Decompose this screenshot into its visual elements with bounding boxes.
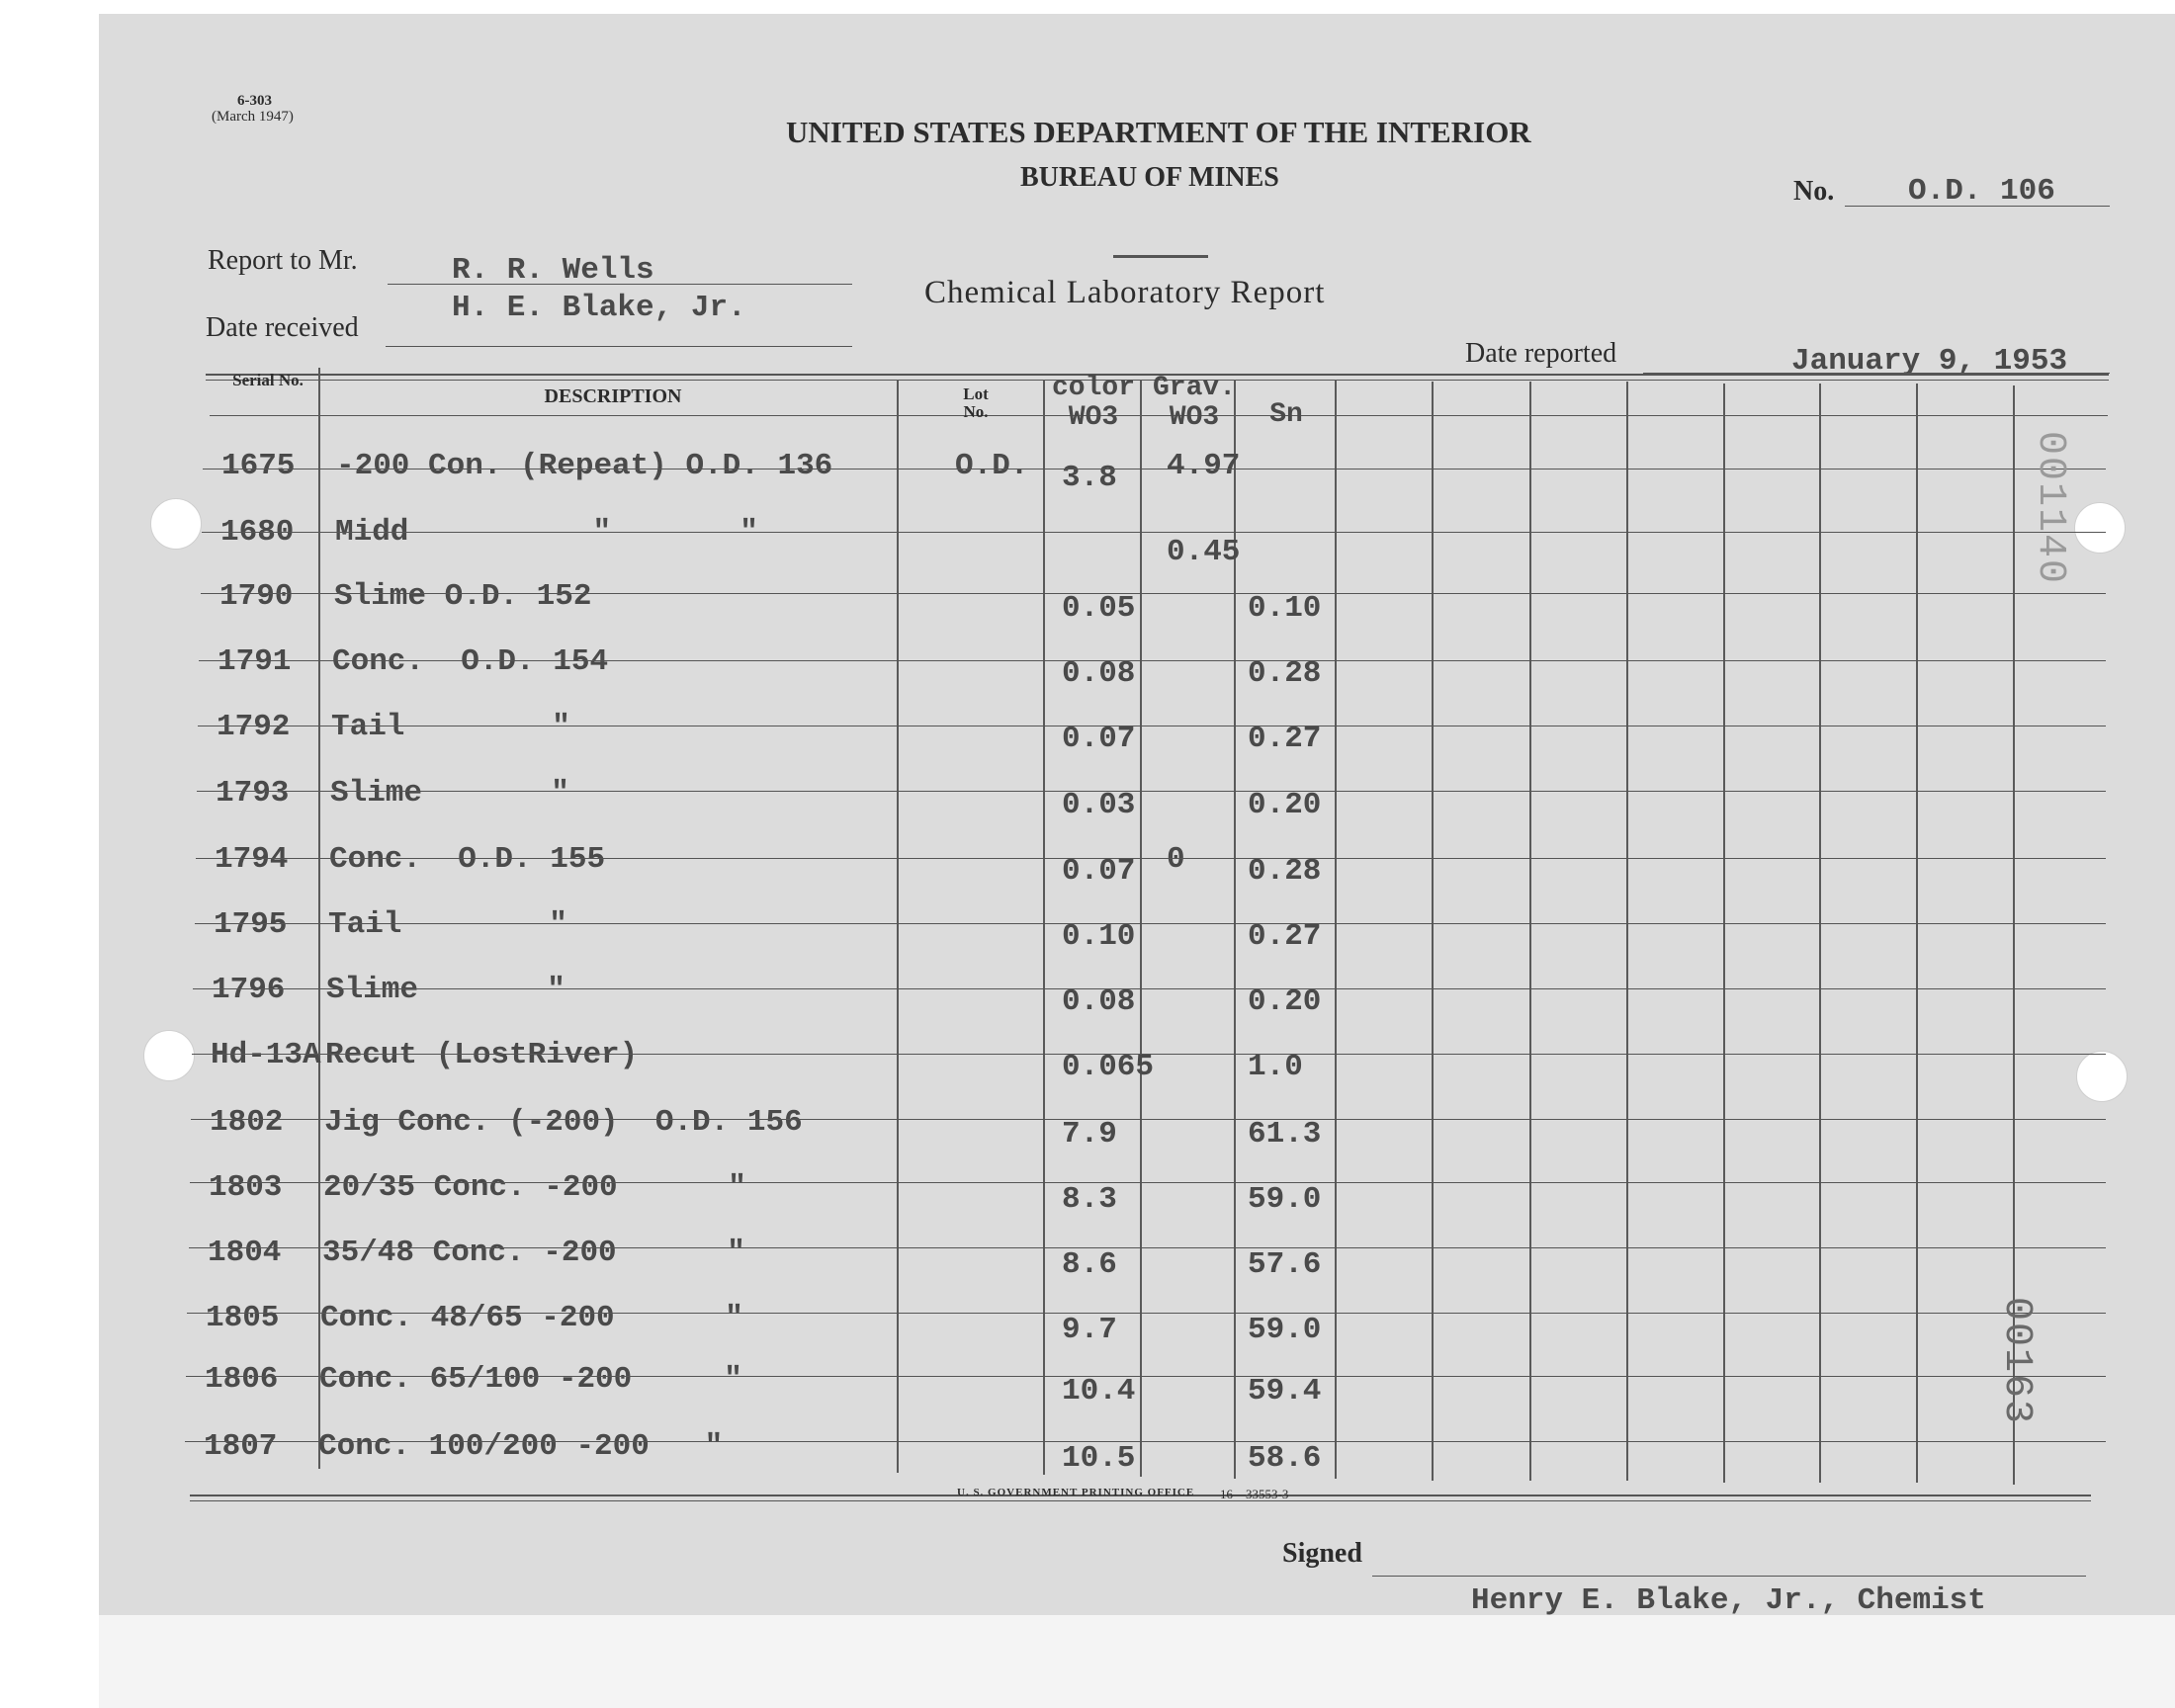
punch-hole-left-top — [150, 498, 202, 550]
col-divider-blank-4 — [1723, 384, 1725, 1483]
col-divider-blank-3 — [1626, 382, 1628, 1481]
header-lot: Lot No. — [963, 384, 989, 421]
sn-cell: 59.4 — [1248, 1374, 1322, 1409]
col-divider-blank-6 — [1916, 384, 1918, 1483]
bureau-title: BUREAU OF MINES — [1020, 162, 1279, 193]
color-wo3-cell: 0.08 — [1062, 656, 1136, 691]
report-to-name-2: H. E. Blake, Jr. — [452, 291, 746, 325]
row-rule — [187, 1313, 2106, 1314]
row-rule — [191, 1119, 2106, 1120]
serial-cell: Hd-13A — [211, 1038, 321, 1072]
col-divider-sn — [1335, 380, 1337, 1479]
description-cell: Conc. 100/200 -200 " — [318, 1429, 724, 1464]
serial-cell: 1680 — [220, 515, 295, 550]
sn-cell: 1.0 — [1248, 1050, 1303, 1084]
sn-cell: 58.6 — [1248, 1441, 1322, 1476]
sn-cell: 0.20 — [1248, 984, 1322, 1019]
description-cell: 35/48 Conc. -200 " — [322, 1236, 745, 1270]
description-cell: Tail " — [328, 907, 567, 942]
report-no-line — [1845, 206, 2110, 207]
description-cell: 20/35 Conc. -200 " — [323, 1170, 746, 1205]
report-to-name-1: R. R. Wells — [452, 253, 654, 288]
report-no-value: O.D. 106 — [1908, 174, 2055, 209]
department-title: UNITED STATES DEPARTMENT OF THE INTERIOR — [786, 115, 1531, 149]
color-wo3-cell: 0.05 — [1062, 591, 1136, 626]
grav-wo3-cell: 4.97 — [1167, 449, 1241, 483]
report-to-line — [388, 284, 852, 285]
sn-cell: 57.6 — [1248, 1247, 1322, 1282]
serial-cell: 1796 — [212, 973, 286, 1007]
signed-label: Signed — [1282, 1538, 1362, 1569]
sn-cell: 0.27 — [1248, 919, 1322, 954]
row-rule — [193, 988, 2106, 989]
row-rule — [196, 858, 2106, 859]
sn-cell: 59.0 — [1248, 1182, 1322, 1217]
color-wo3-cell: 0.10 — [1062, 919, 1136, 954]
title-divider — [1113, 255, 1208, 258]
row-rule — [203, 469, 2106, 470]
color-wo3-cell: 9.7 — [1062, 1313, 1117, 1347]
grav-wo3-cell: 0.45 — [1167, 535, 1241, 569]
color-wo3-cell: 10.5 — [1062, 1441, 1136, 1476]
date-reported-label: Date reported — [1465, 338, 1617, 369]
serial-cell: 1675 — [221, 449, 296, 483]
description-cell: Conc. 65/100 -200 " — [319, 1362, 742, 1397]
row-rule — [195, 923, 2106, 924]
serial-cell: 1805 — [206, 1301, 280, 1335]
description-cell: Midd " " — [335, 515, 758, 550]
table-bottom-rule-2 — [190, 1500, 2091, 1501]
col-divider-blank-5 — [1819, 384, 1821, 1483]
color-wo3-cell: 8.3 — [1062, 1182, 1117, 1217]
lot-cell: O.D. — [955, 449, 1029, 483]
description-cell: Conc. O.D. 154 — [332, 644, 609, 679]
description-cell: Recut (LostRiver) — [325, 1038, 639, 1072]
sn-cell: 0.27 — [1248, 722, 1322, 756]
serial-cell: 1807 — [204, 1429, 278, 1464]
col-divider-blank-2 — [1529, 382, 1531, 1481]
serial-cell: 1803 — [209, 1170, 283, 1205]
report-title: Chemical Laboratory Report — [924, 275, 1326, 310]
description-cell: Tail " — [331, 710, 570, 744]
sn-cell: 59.0 — [1248, 1313, 1322, 1347]
serial-cell: 1794 — [215, 842, 289, 877]
serial-cell: 1793 — [216, 776, 290, 811]
description-cell: -200 Con. (Repeat) O.D. 136 — [336, 449, 833, 483]
color-wo3-cell: 0.07 — [1062, 854, 1136, 889]
serial-cell: 1791 — [218, 644, 292, 679]
signed-line — [1372, 1576, 2086, 1577]
report-no-label: No. — [1793, 176, 1835, 207]
signed-name: Henry E. Blake, Jr., Chemist — [1471, 1583, 1986, 1618]
color-wo3-cell: 7.9 — [1062, 1117, 1117, 1152]
punch-hole-left-bottom — [143, 1030, 195, 1081]
color-wo3-cell: 8.6 — [1062, 1247, 1117, 1282]
description-cell: Jig Conc. (-200) O.D. 156 — [324, 1105, 803, 1140]
row-rule — [186, 1376, 2106, 1377]
date-received-label: Date received — [206, 312, 359, 343]
sn-cell: 0.20 — [1248, 788, 1322, 822]
color-wo3-cell: 10.4 — [1062, 1374, 1136, 1409]
print-code: 16—33553-3 — [1220, 1487, 1289, 1501]
row-rule — [189, 1247, 2106, 1248]
color-wo3-cell: 0.03 — [1062, 788, 1136, 822]
punch-hole-right-top — [2074, 502, 2126, 554]
serial-cell: 1792 — [217, 710, 291, 744]
header-color-wo3: color WO3 — [1051, 373, 1135, 433]
serial-cell: 1802 — [210, 1105, 284, 1140]
color-wo3-cell: 0.08 — [1062, 984, 1136, 1019]
serial-cell: 1806 — [205, 1362, 279, 1397]
description-cell: Conc. 48/65 -200 " — [320, 1301, 743, 1335]
row-rule — [185, 1441, 2106, 1442]
punch-hole-right-bottom — [2076, 1051, 2128, 1102]
description-cell: Conc. O.D. 155 — [329, 842, 606, 877]
description-cell: Slime " — [330, 776, 569, 811]
scan-margin — [99, 1615, 2175, 1708]
row-rule — [199, 660, 2106, 661]
col-divider-lot — [1043, 380, 1045, 1475]
date-reported-value: January 9, 1953 — [1791, 344, 2068, 379]
stamp-number-lower: 00163 — [1994, 1297, 2039, 1426]
row-rule — [202, 532, 2106, 533]
grav-wo3-cell: 0 — [1167, 842, 1185, 877]
form-number: 6-303 — [237, 93, 272, 109]
header-serial: Serial No. — [232, 371, 304, 389]
report-to-label: Report to Mr. — [208, 245, 358, 276]
description-cell: Slime " — [326, 973, 566, 1007]
row-rule — [190, 1182, 2106, 1183]
col-divider-description — [897, 380, 899, 1473]
serial-cell: 1795 — [214, 907, 288, 942]
row-rule — [192, 1054, 2106, 1055]
header-sn: Sn — [1269, 399, 1303, 430]
col-divider-blank-1 — [1432, 382, 1434, 1481]
header-grav-wo3: Grav. WO3 — [1152, 373, 1236, 433]
sn-cell: 0.10 — [1248, 591, 1322, 626]
sn-cell: 0.28 — [1248, 656, 1322, 691]
serial-cell: 1804 — [208, 1236, 282, 1270]
sn-cell: 61.3 — [1248, 1117, 1322, 1152]
color-wo3-cell: 3.8 — [1062, 461, 1117, 495]
row-rule — [201, 593, 2106, 594]
header-description: DESCRIPTION — [544, 385, 682, 407]
color-wo3-cell: 0.065 — [1062, 1050, 1155, 1084]
printing-office: U. S. GOVERNMENT PRINTING OFFICE — [957, 1487, 1195, 1498]
color-wo3-cell: 0.07 — [1062, 722, 1136, 756]
sn-cell: 0.28 — [1248, 854, 1322, 889]
date-received-line — [386, 346, 852, 347]
description-cell: Slime O.D. 152 — [334, 579, 592, 614]
row-rule — [197, 791, 2106, 792]
serial-cell: 1790 — [219, 579, 294, 614]
stamp-number-upper: 001140 — [2028, 431, 2072, 586]
form-edition: (March 1947) — [212, 109, 294, 125]
